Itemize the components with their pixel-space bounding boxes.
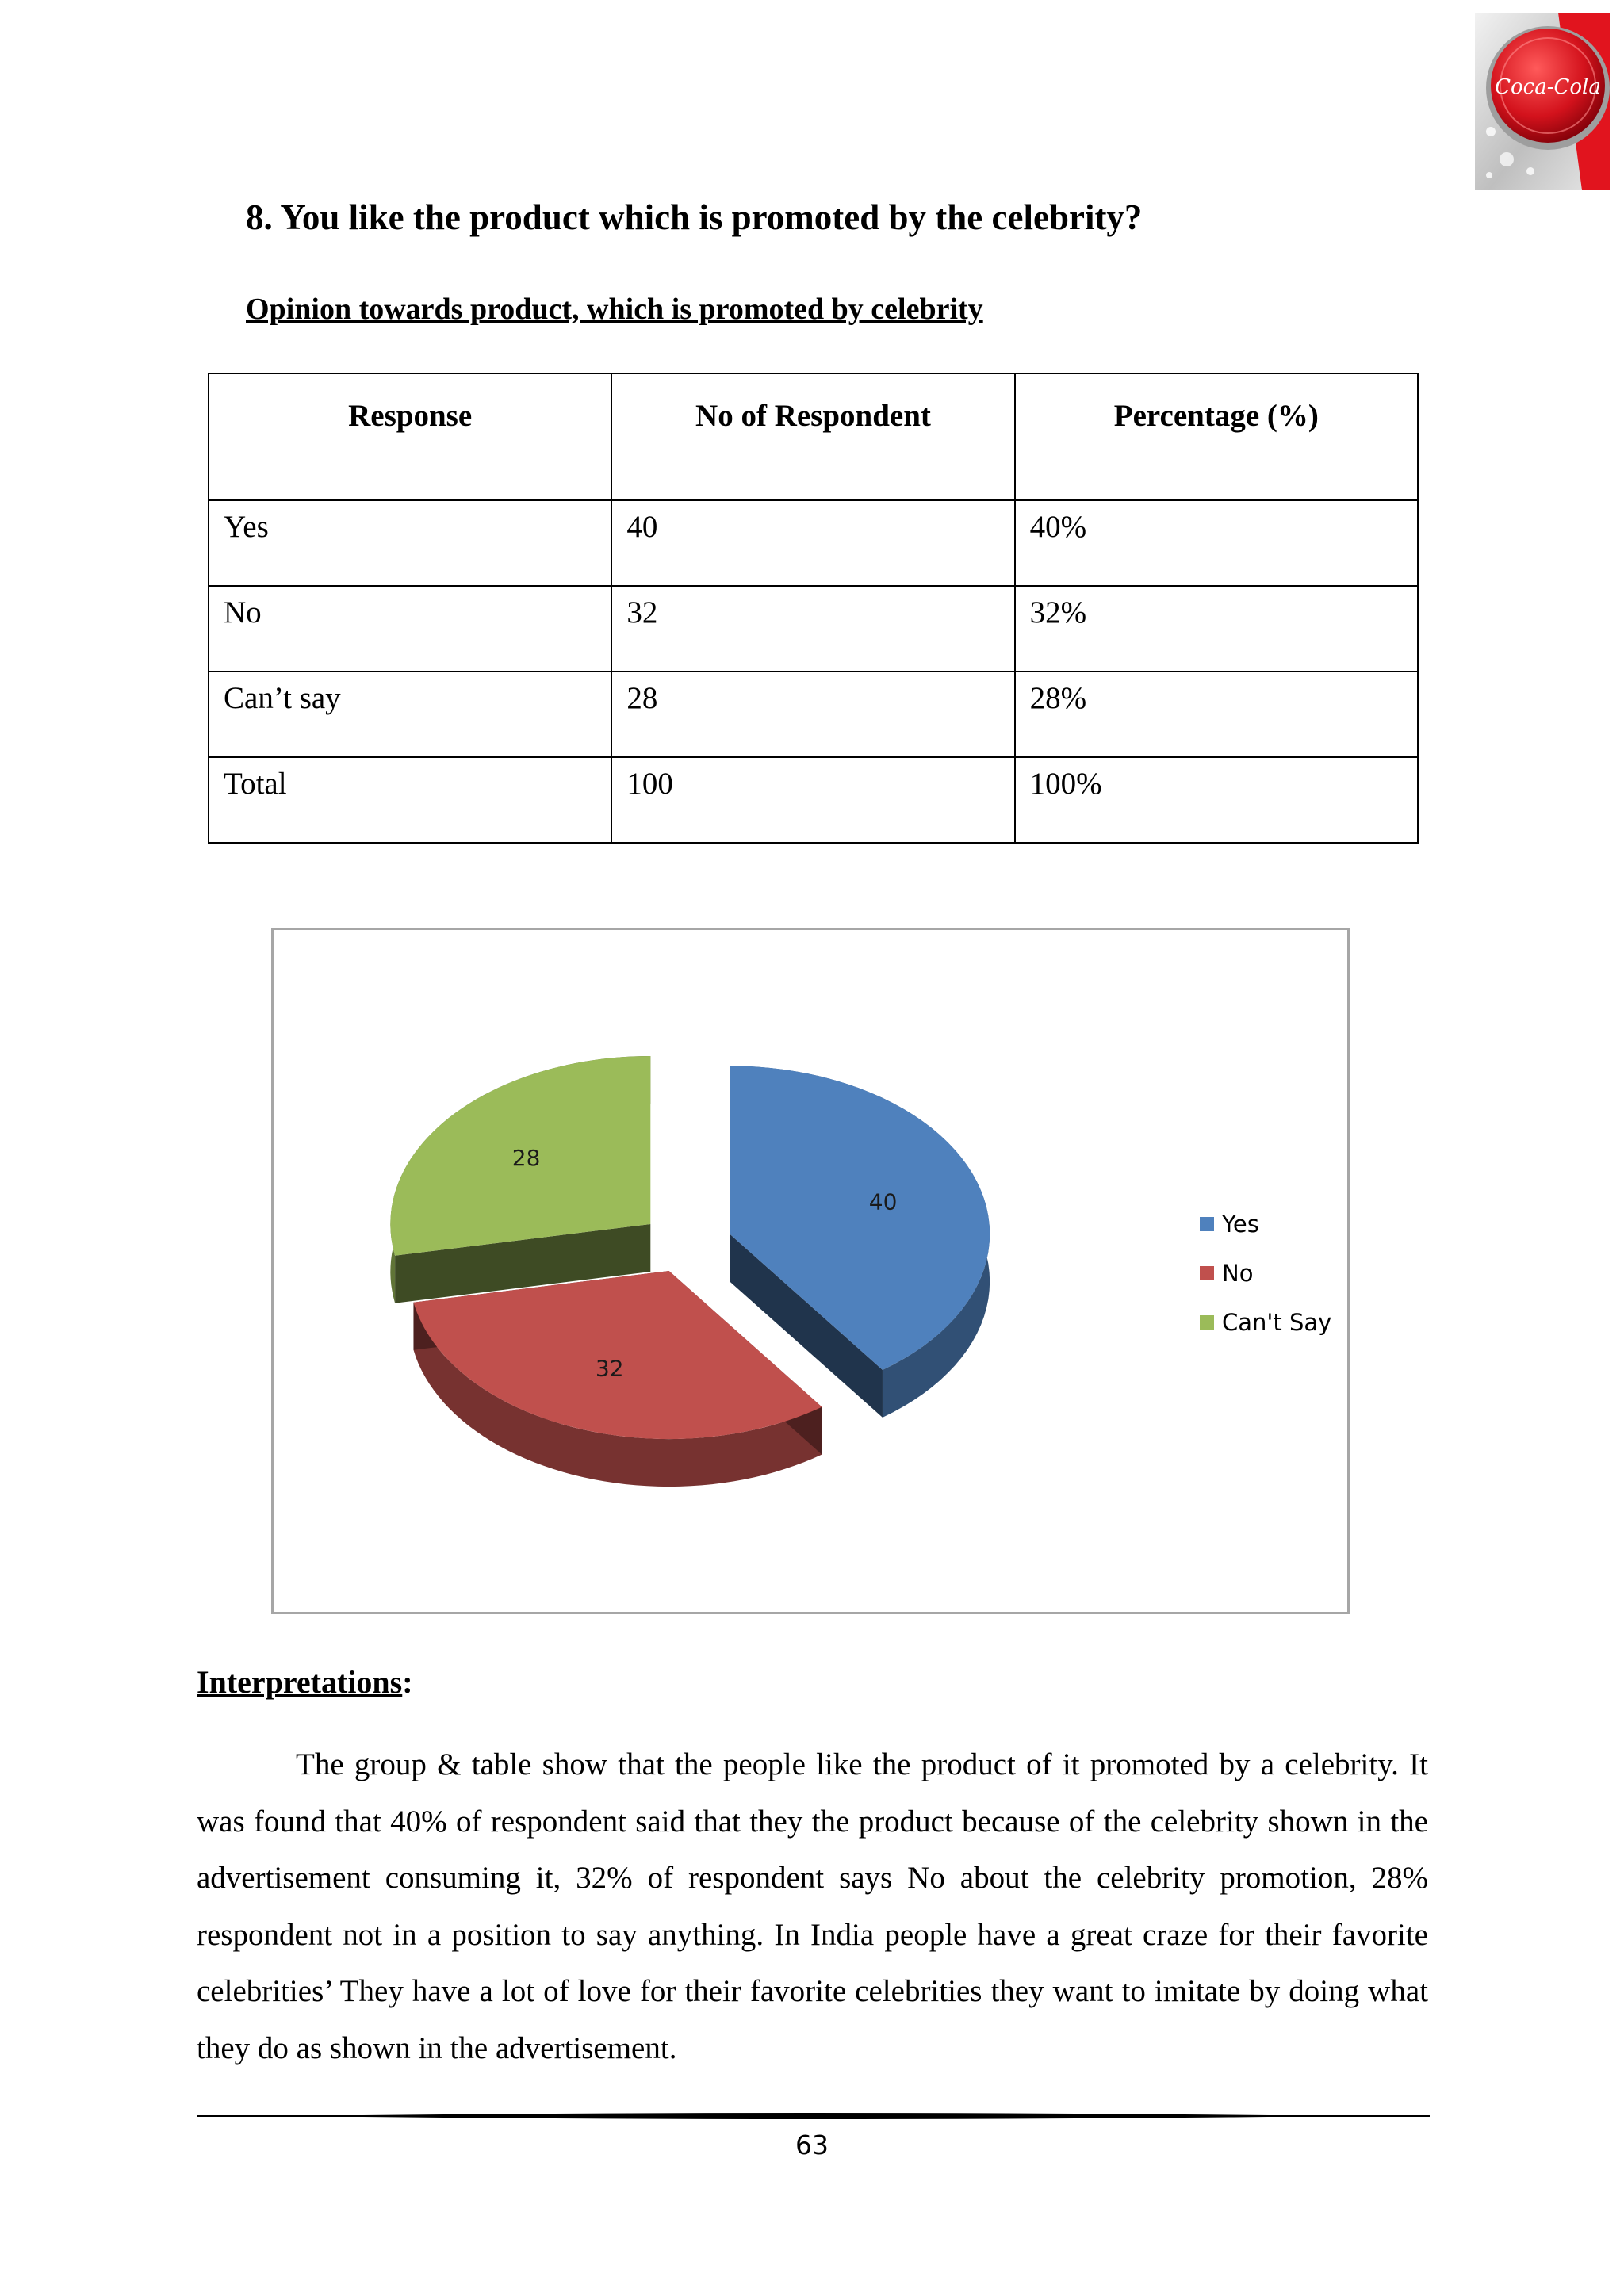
cell-response: Total — [209, 757, 611, 843]
legend-label: Can't Say — [1222, 1309, 1332, 1336]
data-label-can-t-say: 28 — [511, 1145, 541, 1172]
pie-chart-canvas — [274, 930, 1347, 1612]
chart-legend — [1200, 1200, 1331, 1347]
cell-count: 40 — [611, 500, 1014, 586]
cell-response: No — [209, 586, 611, 672]
header-response: Response — [209, 373, 611, 500]
legend-swatch — [1200, 1266, 1214, 1280]
legend-label: Yes — [1222, 1211, 1259, 1238]
cell-count: 100 — [611, 757, 1014, 843]
legend-item-no — [1200, 1249, 1331, 1298]
response-table — [208, 373, 1419, 844]
cell-count: 32 — [611, 586, 1014, 672]
table-row — [209, 757, 1418, 843]
cell-percentage: 100% — [1015, 757, 1418, 843]
cell-response: Yes — [209, 500, 611, 586]
legend-item-can-t-say — [1200, 1298, 1331, 1347]
table-header-row — [209, 373, 1418, 500]
legend-label: No — [1222, 1260, 1254, 1287]
coca-cola-logo — [1475, 13, 1610, 190]
footer-divider — [197, 2109, 1430, 2123]
data-label-no: 32 — [595, 1355, 624, 1382]
legend-swatch — [1200, 1315, 1214, 1330]
header-percentage: Percentage (%) — [1015, 373, 1418, 500]
cell-percentage: 28% — [1015, 672, 1418, 757]
legend-item-yes — [1200, 1200, 1331, 1249]
table-row — [209, 672, 1418, 757]
page-number: 63 — [795, 2130, 829, 2160]
data-label-yes: 40 — [868, 1188, 898, 1215]
pie-chart — [271, 928, 1350, 1614]
legend-swatch — [1200, 1217, 1214, 1231]
interpretations-heading-text: Interpretations — [197, 1664, 403, 1700]
question-heading: 8. You like the product which is promoted by the celebrity? — [246, 197, 1143, 237]
table-title: Opinion towards product, which is promoted by celebrity — [246, 293, 983, 326]
table-row — [209, 586, 1418, 672]
interpretations-heading — [197, 1663, 413, 1701]
logo-lettering: Coca-Cola — [1495, 75, 1601, 99]
interpretation-paragraph: The group & table show that the people like the product of it promoted by a celebrity. It was found that 40% of respondent said that they the product because of the celebrity shown in the advertisement consuming it, 32% of respondent says No about the celebrity promotion, 28% respondent not in a position to say anything. In India people have a great craze for their favorite celebrities’ They have a lot of love for their favorite celebrities they want to imitate by doing what they do as shown in the advertisement. — [197, 1747, 1428, 2065]
cell-percentage: 32% — [1015, 586, 1418, 672]
interpretations-heading-colon: : — [402, 1664, 413, 1700]
cell-count: 28 — [611, 672, 1014, 757]
cell-response: Can’t say — [209, 672, 611, 757]
header-no-of-respondent: No of Respondent — [611, 373, 1014, 500]
table-row — [209, 500, 1418, 586]
pie-slice-can-t-say — [390, 1056, 650, 1303]
cell-percentage: 40% — [1015, 500, 1418, 586]
